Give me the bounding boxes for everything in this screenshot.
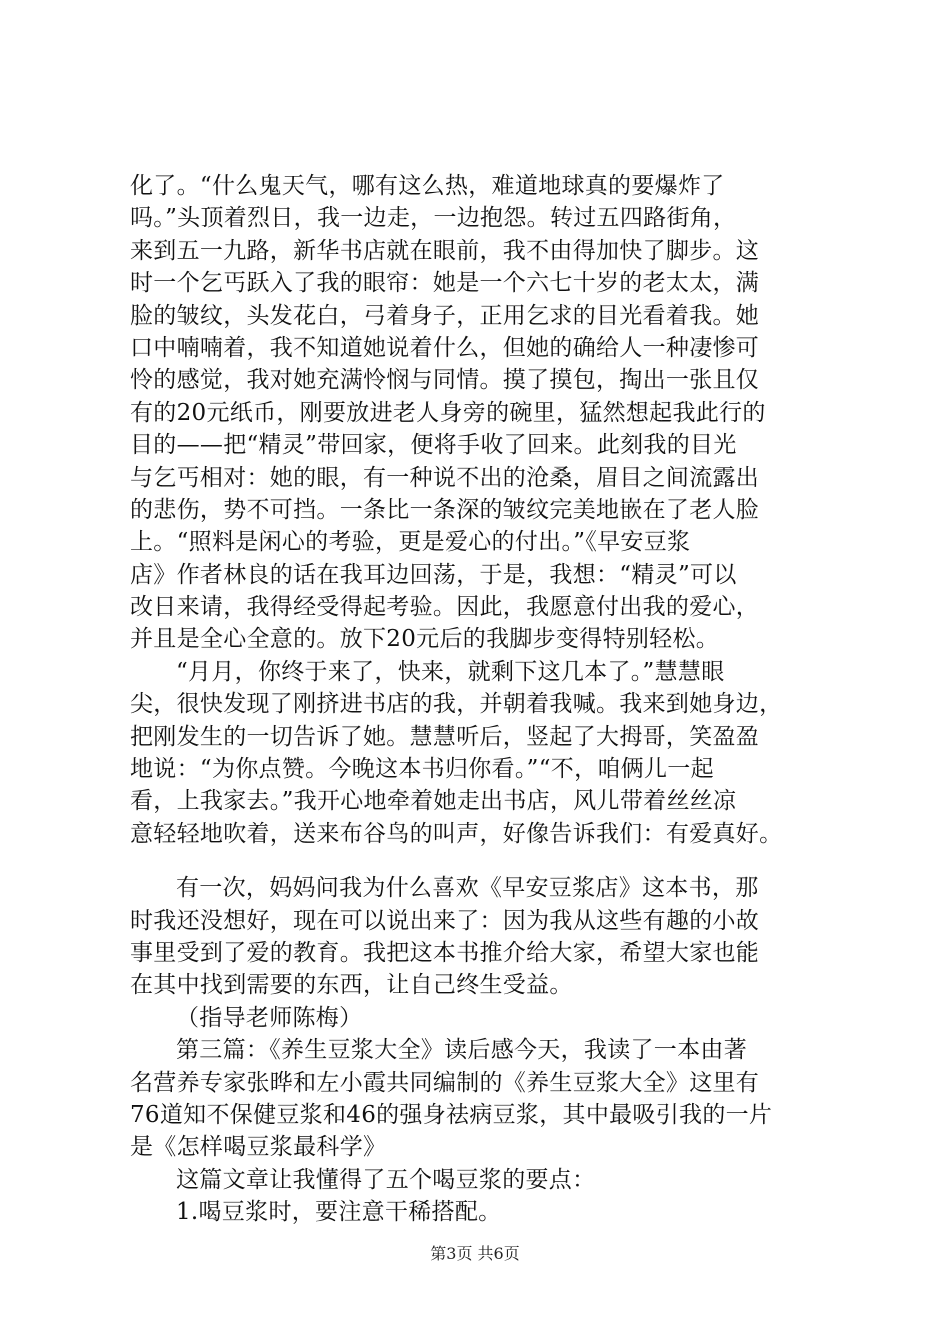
text-line: 怜的感觉，我对她充满怜悯与同情。摸了摸包，掏出一张且仅 xyxy=(130,367,760,394)
text-line: 化了。“什么鬼天气，哪有这么热，难道地球真的要爆炸了 xyxy=(130,173,725,199)
text-line: 事里受到了爱的教育。我把这本书推介给大家，希望大家也能 xyxy=(130,939,760,966)
text-line: 名营养专家张晔和左小霞共同编制的《养生豆浆大全》这里有 xyxy=(130,1069,760,1096)
text-line: 是《怎样喝豆浆最科学》 xyxy=(130,1134,387,1161)
text-line: 与乞丐相对：她的眼，有一种说不出的沧桑，眉目之间流露出 xyxy=(130,464,760,491)
text-line: 口中喃喃着，我不知道她说着什么，但她的确给人一种凄惨可 xyxy=(130,334,760,361)
paragraph-2 xyxy=(130,656,840,850)
paragraph-3 xyxy=(130,872,840,1002)
teacher-credit: （指导老师陈梅） xyxy=(176,1004,363,1031)
text-line: 第三篇：《养生豆浆大全》读后感今天，我读了一本由著 xyxy=(176,1037,747,1064)
list-item: 1.喝豆浆时，要注意干稀搭配。 xyxy=(176,1199,502,1226)
paragraph-spacer xyxy=(130,850,840,872)
paragraph-5: 这篇文章让我懂得了五个喝豆浆的要点： xyxy=(176,1166,596,1193)
text-line: 有的20元纸币，刚要放进老人身旁的碗里，猛然想起我此行的 xyxy=(130,399,766,426)
text-line: 有一次，妈妈问我为什么喜欢《早安豆浆店》这本书，那 xyxy=(176,875,759,902)
text-line: 在其中找到需要的东西，让自己终生受益。 xyxy=(130,972,573,999)
text-line: 店》作者林良的话在我耳边回荡，于是，我想：“精灵”可以 xyxy=(130,561,737,588)
text-line: 目的——把“精灵”带回家，便将手收了回来。此刻我的目光 xyxy=(130,432,737,459)
text-line: 看，上我家去。”我开心地牵着她走出书店，风儿带着丝丝凉 xyxy=(130,788,737,815)
text-line: 脸的皱纹，头发花白，弓着身子，正用乞求的目光看着我。她 xyxy=(130,302,760,329)
paragraph-4 xyxy=(130,1034,840,1164)
text-line: 把刚发生的一切告诉了她。慧慧听后，竖起了大拇哥，笑盈盈 xyxy=(130,723,760,750)
text-line: 改日来请，我得经受得起考验。因此，我愿意付出我的爱心， xyxy=(130,594,760,621)
text-line: 时一个乞丐跃入了我的眼帘：她是一个六七十岁的老太太，满 xyxy=(130,270,760,297)
text-line: 意轻轻地吹着，送来布谷鸟的叫声，好像告诉我们：有爱真好。 xyxy=(130,820,783,847)
text-line: 来到五一九路，新华书店就在眼前，我不由得加快了脚步。这 xyxy=(130,237,760,264)
text-line: 地说：“为你点赞。今晚这本书归你看。”“不，咱俩儿一起 xyxy=(130,756,714,783)
text-line: 时我还没想好，现在可以说出来了：因为我从这些有趣的小故 xyxy=(130,907,760,934)
text-line: 的悲伤，势不可挡。一条比一条深的皱纹完美地嵌在了老人脸 xyxy=(130,496,760,523)
paragraph-1 xyxy=(130,170,840,656)
text-line: 吗。”头顶着烈日，我一边走，一边抱怨。转过五四路街角， xyxy=(130,205,737,232)
text-line: 76道知不保健豆浆和46的强身祛病豆浆，其中最吸引我的一片 xyxy=(130,1101,773,1128)
text-line: 尖，很快发现了刚挤进书店的我，并朝着我喊。我来到她身边， xyxy=(130,691,783,718)
text-line: 并且是全心全意的。放下20元后的我脚步变得特别轻松。 xyxy=(130,626,720,653)
document-body xyxy=(130,170,840,1229)
page-number-footer: 第3页 共6页 xyxy=(430,1244,520,1263)
text-line: 上。“照料是闲心的考验，更是爱心的付出。”《早安豆浆 xyxy=(130,529,691,556)
text-line: “月月，你终于来了，快来，就剩下这几本了。”慧慧眼 xyxy=(176,658,725,685)
